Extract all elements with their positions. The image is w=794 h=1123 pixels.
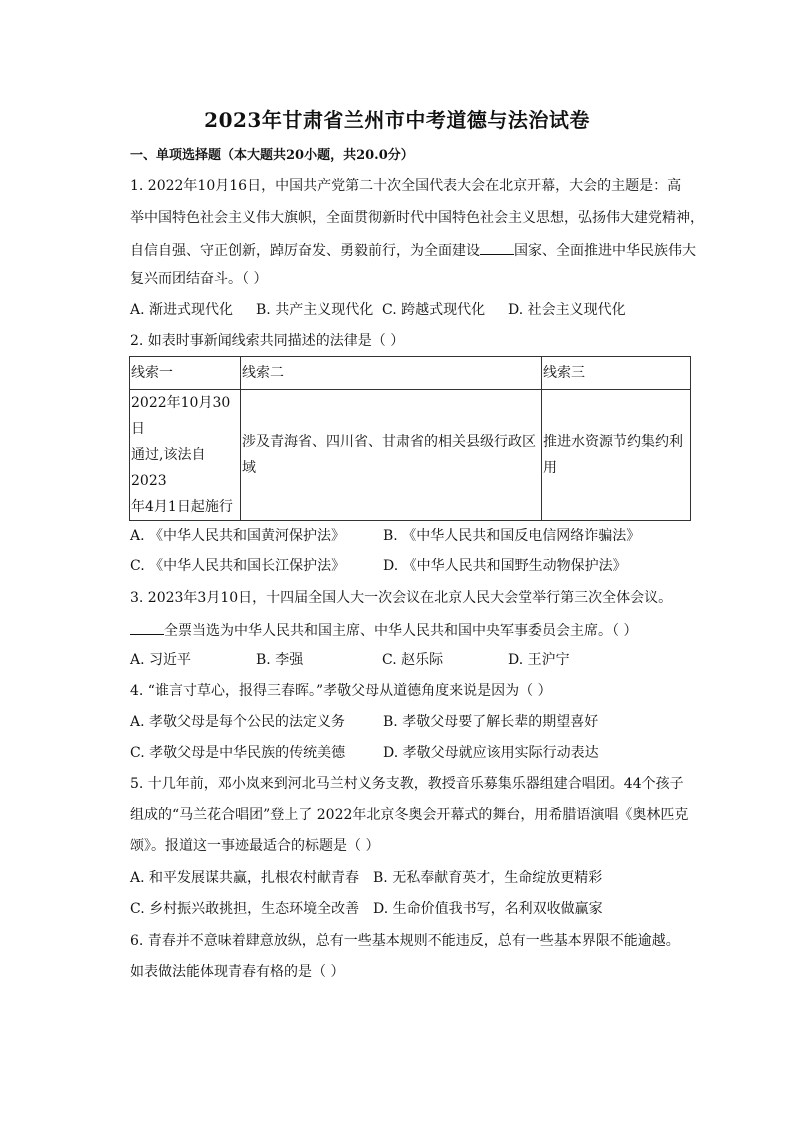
q1-line1: 1. 2022年10月16日，中国共产党第二十次全国代表大会在北京开幕，大会的主题是：高 <box>130 178 682 194</box>
clues-table <box>129 356 691 521</box>
table-cell-clue1 <box>130 390 241 521</box>
cell-line: 年4月1日起施行 <box>131 499 233 515</box>
q1-line3 <box>130 242 696 258</box>
q2-stem: 2. 如表时事新闻线索共同描述的法律是（ ） <box>130 333 405 349</box>
q2-option-a: A. 《中华人民共和国黄河保护法》 <box>130 528 346 544</box>
q1-option-b: B. 共产主义现代化 <box>256 302 374 318</box>
cell-line: 涉及青海省、四川省、甘肃省的相关县级行政区 <box>242 434 536 450</box>
q5-option-d: D. 生命价值我书写，名利双收做赢家 <box>373 901 603 917</box>
q4-option-a: A. 孝敬父母是每个公民的法定义务 <box>130 714 346 730</box>
q6-line2: 如表做法能体现青春有格的是（ ） <box>130 964 345 980</box>
q1-line4: 复兴而团结奋斗。（ ） <box>130 271 268 287</box>
q1-line2: 举中国特色社会主义伟大旗帜，全面贯彻新时代中国特色社会主义思想，弘扬伟大建党精神， <box>130 210 704 226</box>
q4-stem: 4. “谁言寸草心，报得三春晖。”孝敬父母从道德角度来说是因为（ ） <box>130 683 552 699</box>
cell-line: 推进水资源节约集约利 <box>543 434 683 450</box>
q5-line1: 5. 十几年前，邓小岚来到河北马兰村义务支教，教授音乐募集乐器组建合唱团。44个孩子 <box>130 776 684 792</box>
q3-option-a: A. 习近平 <box>130 652 192 668</box>
q4-option-d: D. 孝敬父母就应该用实际行动表达 <box>383 745 599 761</box>
q3-option-c: C. 赵乐际 <box>382 652 444 668</box>
q3-line2-text: 全票当选为中华人民共和国主席、中华人民共和国中央军事委员会主席。（ ） <box>164 623 638 639</box>
q1-option-c: C. 跨越式现代化 <box>382 302 486 318</box>
cell-line: 用 <box>543 460 557 476</box>
cell-line: 通过,该法自 2023 <box>131 447 206 489</box>
cell-line: 2022年10月30日 <box>131 395 231 437</box>
q3-line2 <box>130 622 637 638</box>
q1-option-d: D. 社会主义现代化 <box>508 302 626 318</box>
q3-option-b: B. 李强 <box>256 652 304 668</box>
table-header-row <box>130 357 691 390</box>
table-cell-clue3 <box>542 390 691 521</box>
q2-option-b: B. 《中华人民共和国反电信网络诈骗法》 <box>383 528 641 544</box>
q5-option-c: C. 乡村振兴敢挑担，生态环境全改善 <box>130 901 360 917</box>
table-cell-clue2 <box>241 390 542 521</box>
table-header-cell-2: 线索二 <box>241 357 542 390</box>
q5-option-b: B. 无私奉献育英才，生命绽放更精彩 <box>373 870 603 886</box>
section-heading: 一、单项选择题（本大题共20小题，共20.0分） <box>130 148 414 163</box>
q5-option-a: A. 和平发展谋共赢，扎根农村献青春 <box>130 870 360 886</box>
table-header-cell-1: 线索一 <box>130 357 241 390</box>
answer-blank <box>130 622 164 635</box>
q6-line1: 6. 青春并不意味着肆意放纵，总有一些基本规则不能违反，总有一些基本界限不能逾越。 <box>130 933 680 949</box>
q5-line3: 颂》。报道这一事迹最适合的标题是（ ） <box>130 838 380 854</box>
answer-blank <box>480 242 514 255</box>
q5-line2: 组成的“马兰花合唱团”登上了 2022年北京冬奥会开幕式的舞台，用希腊语演唱《奥林匹克 <box>130 807 689 823</box>
table-header-cell-3: 线索三 <box>542 357 691 390</box>
cell-line: 域 <box>242 460 256 476</box>
table-row <box>130 390 691 521</box>
q4-option-c: C. 孝敬父母是中华民族的传统美德 <box>130 745 346 761</box>
q1-line3-part2: 国家、全面推进中华民族伟大 <box>514 243 696 259</box>
q3-option-d: D. 王沪宁 <box>508 652 570 668</box>
exam-title: 2023年甘肃省兰州市中考道德与法治试卷 <box>204 108 590 132</box>
q3-line1: 3. 2023年3月10日，十四届全国人大一次会议在北京人民大会堂举行第三次全体会议。 <box>130 590 673 606</box>
q1-option-a: A. 渐进式现代化 <box>130 302 234 318</box>
q1-line3-part1: 自信自强、守正创新，踔厉奋发、勇毅前行，为全面建设 <box>130 243 480 259</box>
q2-option-d: D. 《中华人民共和国野生动物保护法》 <box>383 558 627 574</box>
q2-option-c: C. 《中华人民共和国长江保护法》 <box>130 558 346 574</box>
q4-option-b: B. 孝敬父母要了解长辈的期望喜好 <box>383 714 599 730</box>
